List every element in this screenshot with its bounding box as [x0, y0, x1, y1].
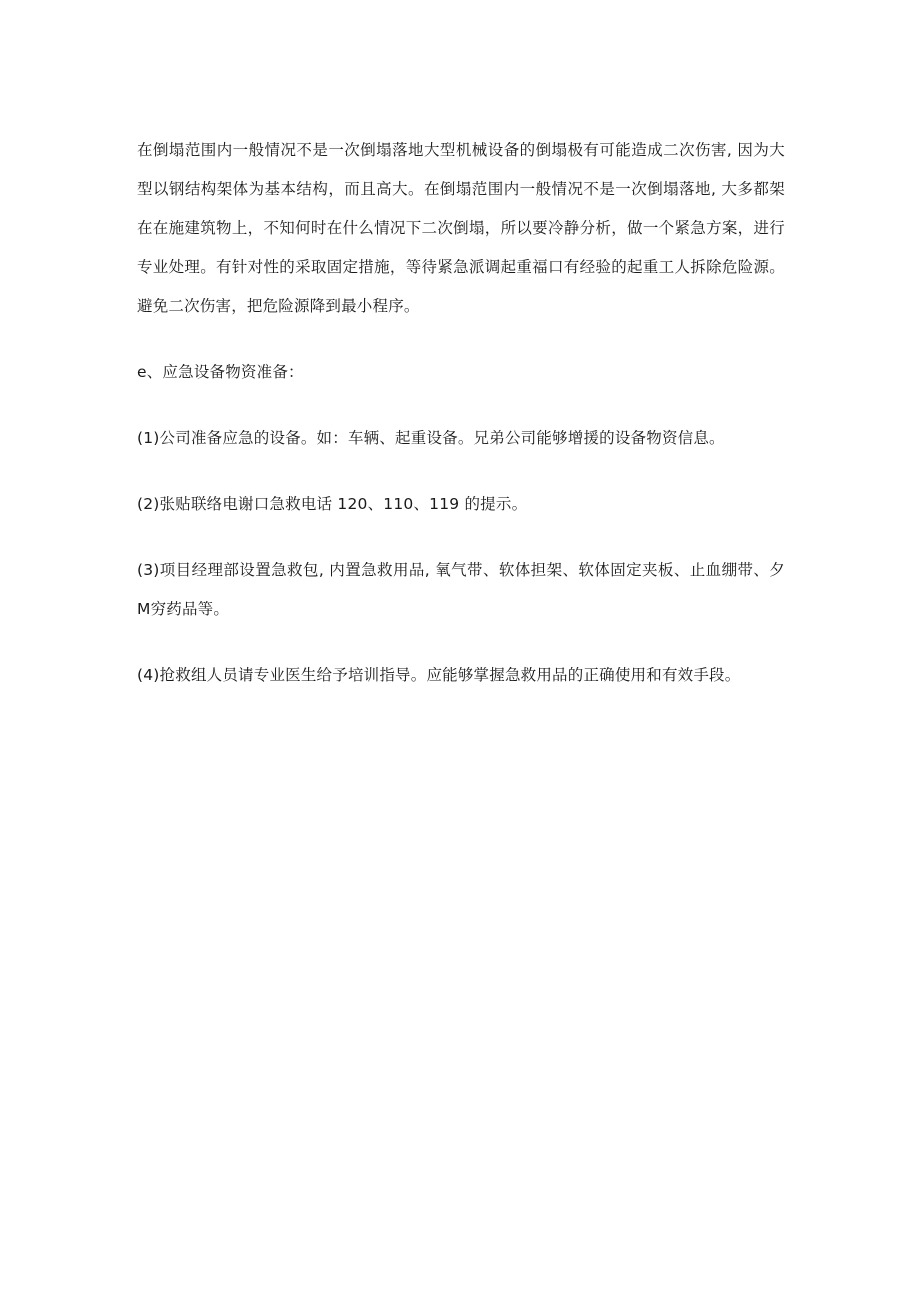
- list-item-2: (2)张贴联络电谢口急救电话 120、110、119 的提示。: [137, 495, 528, 513]
- list-item-3: (3)项目经理部设置急救包, 内置急救用品, 氧气带、软体担架、软体固定夹板、止血绷带、夕M穷药品等。: [137, 561, 785, 618]
- intro-paragraph: 在倒塌范围内一般情况不是一次倒塌落地大型机械设备的倒塌极有可能造成二次伤害, 因为大型以钢结构架体为基本结构，而且高大。在倒塌范围内一般情况不是一次倒塌落地, 大多都架在在施建筑物上，不知何时在什么情况下二次倒塌，所以要冷静分析，做一个紧急方案，进行专业处理。有针对性的采取固定措施，等待紧急派调起重福口有经验的起重工人拆除危险源。避免二次伤害，把危险源降到最小程序。: [137, 141, 785, 315]
- list-item-1: (1)公司准备应急的设备。如：车辆、起重设备。兄弟公司能够增援的设备物资信息。: [137, 429, 725, 447]
- list-item-4: (4)抢救组人员请专业医生给予培训指导。应能够掌握急救用品的正确使用和有效手段。: [137, 666, 741, 684]
- section-heading: e、应急设备物资准备：: [137, 363, 304, 381]
- document-page: [137, 131, 785, 722]
